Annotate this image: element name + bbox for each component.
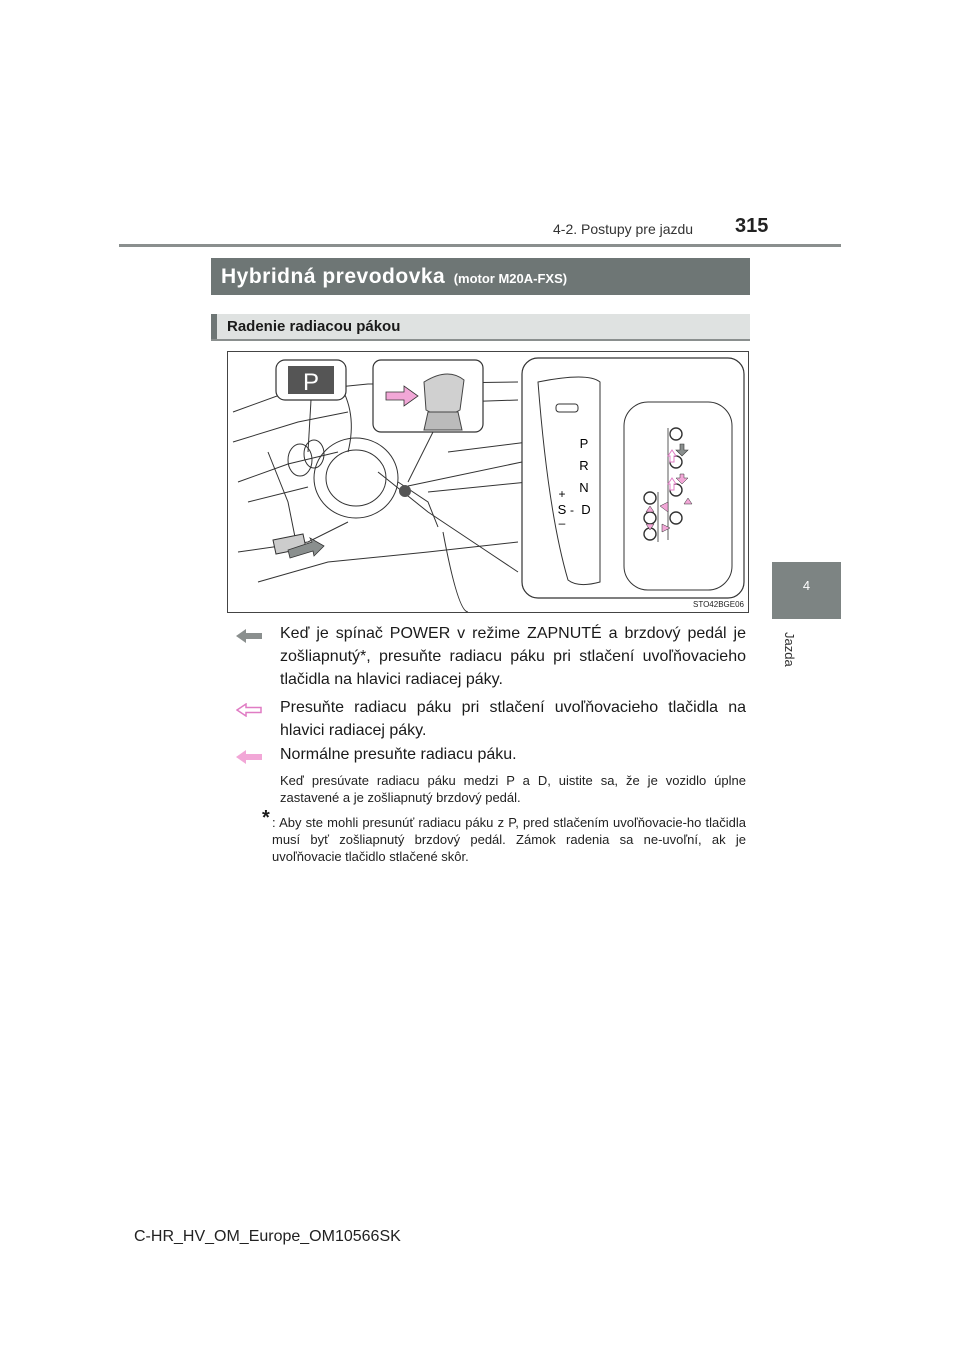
chapter-number: 4 bbox=[802, 578, 811, 593]
section-subtitle: (motor M20A-FXS) bbox=[453, 271, 568, 286]
s-label-plus: + bbox=[558, 487, 566, 501]
footnote-text: : Aby ste mohli presunúť radiacu páku z P, pred stlačením uvoľňovacie-ho tlačidla musí byť zošliapnutý brzdový pedál. Zámok radenia sa ne-uvoľní, ak je uvoľňovacie tlačidlo stlačené skôr. bbox=[272, 815, 746, 864]
chapter-label: Jazda bbox=[782, 632, 797, 667]
subsection-title: Radenie radiacou pákou bbox=[227, 318, 401, 335]
lever-knob-small bbox=[399, 485, 411, 497]
s-label-dash: - bbox=[570, 503, 574, 517]
figure-code: STO42BGE06 bbox=[693, 600, 744, 609]
gray-arrow-icon bbox=[236, 629, 262, 643]
shift-lever-figure bbox=[227, 351, 749, 613]
note-text: Keď presúvate radiacu páku medzi P a D, uistite sa, že je vozidlo úplne zastavené a je zošliapnutý brzdový pedál. bbox=[280, 773, 746, 805]
legend-text-2: Presuňte radiacu páku pri stlačení uvoľňovacieho tlačidla na hlavici radiacej páky. bbox=[280, 699, 746, 739]
gate-callout-line bbox=[408, 462, 522, 486]
gate-label-p: P bbox=[579, 436, 589, 451]
chapter-tab[interactable] bbox=[772, 562, 841, 619]
s-label: S bbox=[557, 502, 567, 517]
s-label-minus: – bbox=[558, 516, 566, 530]
page-number: 315 bbox=[735, 215, 769, 237]
section-title-bar bbox=[211, 258, 750, 295]
pink-arrow-icon bbox=[236, 750, 262, 764]
knob-callout-line bbox=[408, 432, 433, 482]
section-title: Hybridná prevodovka bbox=[221, 265, 446, 288]
subsection-accent bbox=[211, 314, 217, 339]
document-id: C-HR_HV_OM_Europe_OM10566SK bbox=[134, 1228, 401, 1245]
pink-outline-arrow-icon bbox=[236, 703, 262, 717]
knob-head bbox=[424, 374, 464, 415]
p-callout-line bbox=[308, 400, 311, 452]
gate-label-n: N bbox=[579, 480, 589, 495]
knob-boot bbox=[424, 412, 462, 430]
legend-text-3: Normálne presuňte radiacu páku. bbox=[280, 746, 517, 763]
section-reference: 4-2. Postupy pre jazdu bbox=[553, 221, 694, 237]
gate-label-d: D bbox=[581, 502, 591, 517]
shift-lever-illustration bbox=[228, 352, 748, 612]
gate-callout bbox=[522, 358, 744, 598]
legend-text-1: Keď je spínač POWER v režime ZAPNUTÉ a brzdový pedál je zošliapnutý*, presuňte radiacu páku pri stlačení uvoľňovacieho tlačidla na hlavici radiacej páky. bbox=[280, 625, 746, 688]
subsection-bar bbox=[211, 314, 750, 341]
header-rule bbox=[119, 244, 841, 247]
gate-label-r: R bbox=[579, 458, 589, 473]
p-badge: P bbox=[302, 369, 320, 396]
footnote-mark: * bbox=[262, 807, 270, 829]
